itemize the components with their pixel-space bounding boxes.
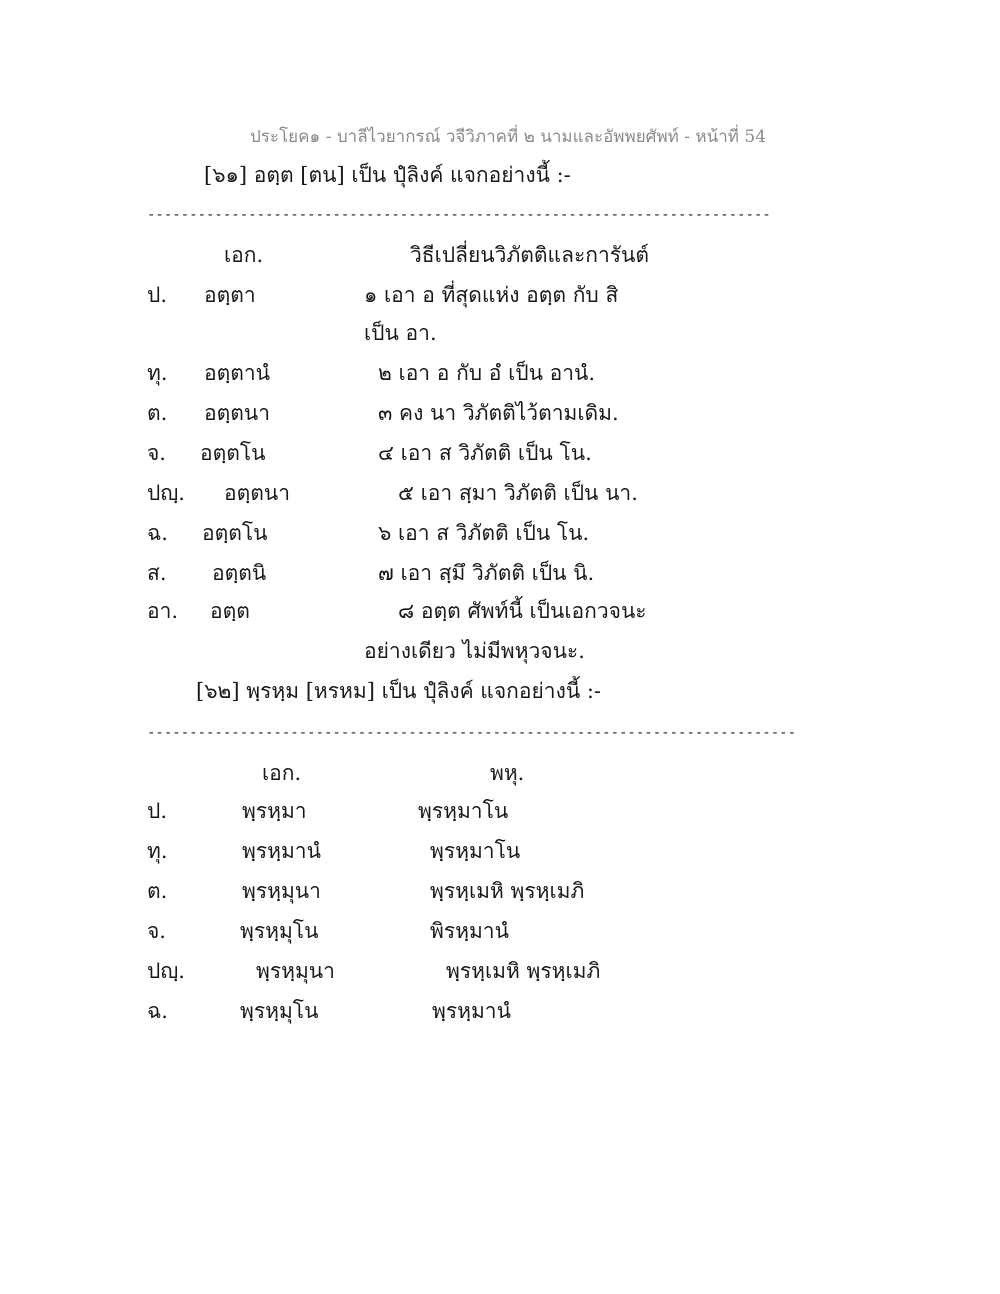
- col-header-pl: พหุ.: [490, 761, 525, 785]
- page-header: ประโยค๑ - บาลีไวยากรณ์ วจีวิภาคที่ ๒ นามและอัพพยศัพท์ - หน้าที่ 54: [250, 127, 767, 147]
- plural-form: พฺรหฺมาโน: [418, 799, 509, 823]
- plural-form: พฺรหฺเมหิ พฺรหฺเมภิ: [430, 879, 585, 903]
- declension-form: อตฺตโน: [200, 441, 266, 465]
- plural-form: พฺรหฺมานํ: [432, 999, 511, 1023]
- section-62-title: [๖๒] พฺรหฺม [หรหม] เป็น ปุํลิงค์ แจกอย่างนี้ :-: [196, 679, 602, 703]
- rule-note: ๗ เอา สฺมึ วิภัตติ เป็น นิ.: [378, 561, 595, 585]
- declension-form: อตฺตนา: [204, 401, 271, 425]
- section-61-divider: --------------------------------------------------------------------------: [147, 207, 771, 223]
- plural-form: พฺรหฺมาโน: [430, 839, 521, 863]
- declension-form: อตฺตา: [204, 283, 256, 307]
- singular-form: พฺรหฺมุโน: [240, 999, 319, 1023]
- case-label: ปญฺ.: [147, 959, 185, 983]
- col-header-ek: เอก.: [262, 761, 302, 785]
- section-62-divider: -----------------------------------------------------------------------------: [147, 725, 797, 741]
- col-header-method: วิธีเปลี่ยนวิภัตติและการันต์: [410, 243, 650, 267]
- rule-note: ๔ เอา ส วิภัตติ เป็น โน.: [378, 441, 592, 465]
- rule-note: ๕ เอา สฺมา วิภัตติ เป็น นา.: [398, 481, 638, 505]
- singular-form: พฺรหฺมุนา: [242, 879, 321, 903]
- case-label: อา.: [147, 599, 179, 623]
- case-label: ป.: [147, 283, 168, 307]
- plural-form: พฺรหฺเมหิ พฺรหฺเมภิ: [446, 959, 601, 983]
- declension-form: อตฺต: [210, 599, 250, 623]
- case-label: ปญฺ.: [147, 481, 185, 505]
- col-header-ek: เอก.: [224, 243, 264, 267]
- rule-note: ๓ คง นา วิภัตติไว้ตามเดิม.: [378, 401, 619, 425]
- declension-form: อตฺตานํ: [204, 361, 271, 385]
- case-label: ต.: [147, 401, 168, 425]
- case-label: ทุ.: [147, 361, 168, 385]
- rule-note: ๑ เอา อ ที่สุดแห่ง อตฺต กับ สิ: [364, 283, 619, 307]
- rule-note-cont: เป็น อา.: [364, 321, 437, 345]
- declension-form: อตฺตโน: [202, 521, 268, 545]
- singular-form: พฺรหฺมา: [242, 799, 307, 823]
- singular-form: พฺรหฺมานํ: [242, 839, 321, 863]
- rule-note: ๖ เอา ส วิภัตติ เป็น โน.: [378, 521, 590, 545]
- rule-note-cont: อย่างเดียว ไม่มีพหุวจนะ.: [364, 639, 585, 663]
- case-label: จ.: [147, 919, 166, 943]
- singular-form: พฺรหฺมุโน: [240, 919, 319, 943]
- case-label: ต.: [147, 879, 168, 903]
- declension-form: อตฺตนา: [224, 481, 291, 505]
- case-label: ฉ.: [147, 999, 168, 1023]
- declension-form: อตฺตนิ: [212, 561, 267, 585]
- rule-note: ๘ อตฺต ศัพท์นี้ เป็นเอกวจนะ: [398, 599, 647, 623]
- case-label: ป.: [147, 799, 168, 823]
- singular-form: พฺรหฺมุนา: [256, 959, 335, 983]
- case-label: ส.: [147, 561, 167, 585]
- rule-note: ๒ เอา อ กับ อํ เป็น อานํ.: [378, 361, 596, 385]
- plural-form: พิรหฺมานํ: [430, 919, 509, 943]
- case-label: ฉ.: [147, 521, 168, 545]
- case-label: จ.: [147, 441, 166, 465]
- section-61-title: [๖๑] อตฺต [ตน] เป็น ปุํลิงค์ แจกอย่างนี้ :-: [204, 163, 571, 187]
- case-label: ทุ.: [147, 839, 168, 863]
